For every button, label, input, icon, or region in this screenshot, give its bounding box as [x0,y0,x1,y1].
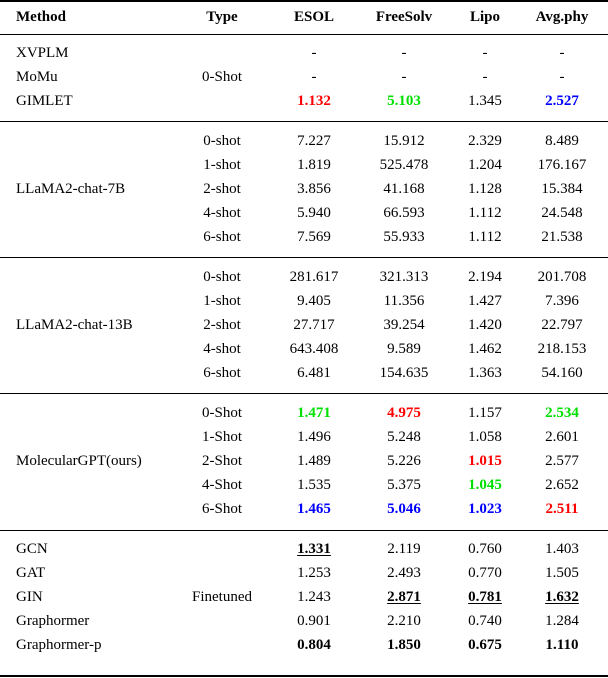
lipo-cell: 0.781 [468,589,502,605]
header-method: Method [16,9,66,25]
avg-cell: 21.538 [541,229,583,245]
esol-cell: 643.408 [289,341,339,357]
freesolv-cell: 2.119 [387,541,421,557]
group-separator-rule [0,121,608,122]
group-separator-rule [0,530,608,531]
esol-cell: 0.804 [297,637,331,653]
freesolv-cell: 154.635 [379,365,429,381]
freesolv-cell: 1.850 [387,637,421,653]
method-cell: Graphormer [16,613,90,629]
esol-cell: 7.569 [297,229,331,245]
freesolv-cell: 2.493 [387,565,421,581]
esol-cell: 1.253 [297,565,331,581]
lipo-cell: - [482,45,488,61]
header-avg: Avg.phy [535,9,589,25]
type-cell: 1-shot [203,157,241,173]
group-method-label: MolecularGPT(ours) [16,453,142,469]
avg-cell: 1.110 [545,637,579,653]
esol-cell: 5.940 [297,205,331,221]
method-cell: GIN [16,589,43,605]
avg-cell: 2.601 [545,429,579,445]
header-freesolv: FreeSolv [375,9,433,25]
avg-cell: 1.505 [545,565,579,581]
bottom-rule [0,675,608,677]
type-cell: 6-shot [203,365,241,381]
method-cell: Graphormer-p [16,637,102,653]
lipo-cell: 1.058 [468,429,502,445]
esol-cell: - [311,45,317,61]
esol-cell: 0.901 [297,613,331,629]
esol-cell: 1.496 [297,429,331,445]
lipo-cell: 1.157 [468,405,502,421]
type-cell: 6-Shot [201,501,242,517]
lipo-cell: 1.427 [468,293,502,309]
freesolv-cell: 5.046 [387,501,421,517]
freesolv-cell: 41.168 [383,181,425,197]
esol-cell: 9.405 [297,293,331,309]
lipo-cell: 0.675 [468,637,502,653]
freesolv-cell: 5.248 [387,429,421,445]
lipo-cell: 2.194 [468,269,502,285]
freesolv-cell: - [401,69,407,85]
lipo-cell: 1.015 [468,453,502,469]
esol-cell: 1.471 [297,405,331,421]
avg-cell: 218.153 [537,341,587,357]
header-rule [0,34,608,35]
method-cell: GAT [16,565,46,581]
top-rule [0,0,608,2]
lipo-cell: 1.112 [468,205,502,221]
lipo-cell: 0.770 [468,565,502,581]
lipo-cell: 0.760 [468,541,502,557]
type-cell: 4-shot [203,341,241,357]
esol-cell: 1.132 [297,93,331,109]
avg-cell: - [559,45,565,61]
lipo-cell: 1.345 [468,93,502,109]
freesolv-cell: 2.210 [387,613,421,629]
type-cell: 0-Shot [201,405,242,421]
type-cell: 0-shot [203,133,241,149]
method-cell: GIMLET [16,93,73,109]
type-cell: 1-shot [203,293,241,309]
group-method-label: LLaMA2-chat-7B [16,181,126,197]
group-method-label: LLaMA2-chat-13B [16,317,133,333]
type-cell: 4-Shot [201,477,242,493]
avg-cell: 1.632 [545,589,579,605]
freesolv-cell: 9.589 [387,341,421,357]
avg-cell: 201.708 [537,269,587,285]
esol-cell: 1.819 [297,157,331,173]
group-separator-rule [0,257,608,258]
avg-cell: 176.167 [537,157,587,173]
header-esol: ESOL [293,9,335,25]
lipo-cell: 1.112 [468,229,502,245]
avg-cell: 8.489 [545,133,579,149]
esol-cell: 1.331 [297,541,331,557]
esol-cell: 27.717 [293,317,335,333]
method-cell: GCN [16,541,48,557]
avg-cell: 2.511 [545,501,579,517]
avg-cell: 54.160 [541,365,583,381]
header-lipo: Lipo [469,9,500,25]
esol-cell: 1.465 [297,501,331,517]
lipo-cell: 1.204 [468,157,502,173]
avg-cell: 15.384 [541,181,583,197]
lipo-cell: 0.740 [468,613,502,629]
avg-cell: 24.548 [541,205,583,221]
lipo-cell: 1.462 [468,341,502,357]
type-cell: 2-shot [203,317,241,333]
esol-cell: 3.856 [297,181,331,197]
esol-cell: 6.481 [297,365,331,381]
lipo-cell: 1.045 [468,477,502,493]
esol-cell: 1.535 [297,477,331,493]
freesolv-cell: 11.356 [383,293,425,309]
lipo-cell: 1.128 [468,181,502,197]
lipo-cell: 1.023 [468,501,502,517]
type-cell: 0-shot [203,269,241,285]
method-cell: XVPLM [16,45,69,61]
esol-cell: 7.227 [297,133,331,149]
avg-cell: 7.396 [545,293,579,309]
freesolv-cell: 2.871 [387,589,421,605]
type-cell: 2-Shot [201,453,242,469]
esol-cell: - [311,69,317,85]
group-separator-rule [0,393,608,394]
freesolv-cell: 321.313 [379,269,429,285]
group-type-label: 0-Shot [201,69,242,85]
lipo-cell: 1.363 [468,365,502,381]
avg-cell: 2.534 [545,405,579,421]
avg-cell: - [559,69,565,85]
lipo-cell: - [482,69,488,85]
lipo-cell: 1.420 [468,317,502,333]
type-cell: 4-shot [203,205,241,221]
lipo-cell: 2.329 [468,133,502,149]
avg-cell: 2.577 [545,453,579,469]
avg-cell: 2.527 [545,93,579,109]
esol-cell: 281.617 [289,269,339,285]
freesolv-cell: 5.226 [387,453,421,469]
freesolv-cell: 15.912 [383,133,425,149]
type-cell: 6-shot [203,229,241,245]
freesolv-cell: - [401,45,407,61]
freesolv-cell: 39.254 [383,317,425,333]
avg-cell: 2.652 [545,477,579,493]
freesolv-cell: 525.478 [379,157,429,173]
method-cell: MoMu [16,69,58,85]
freesolv-cell: 5.103 [387,93,421,109]
avg-cell: 1.284 [545,613,579,629]
freesolv-cell: 55.933 [383,229,425,245]
type-cell: 2-shot [203,181,241,197]
esol-cell: 1.243 [297,589,331,605]
freesolv-cell: 4.975 [387,405,421,421]
type-cell: 1-Shot [201,429,242,445]
avg-cell: 1.403 [545,541,579,557]
group-type-label: Finetuned [192,589,252,605]
avg-cell: 22.797 [541,317,583,333]
freesolv-cell: 66.593 [383,205,425,221]
header-type: Type [206,9,238,25]
esol-cell: 1.489 [297,453,331,469]
freesolv-cell: 5.375 [387,477,421,493]
